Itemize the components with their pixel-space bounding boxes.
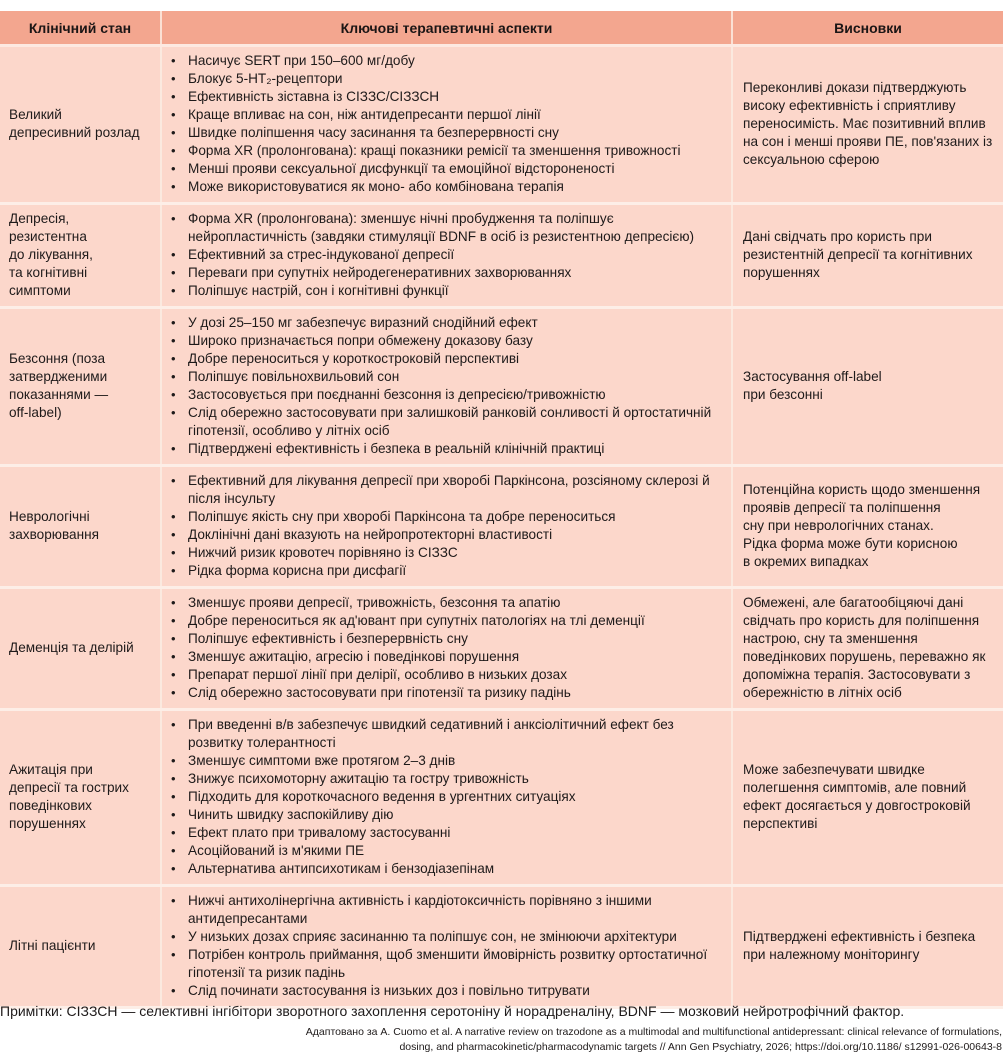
aspects-list (168, 210, 725, 300)
table-row (0, 46, 1003, 204)
aspect-item: • Поліпшує повільнохвильовий сон (188, 368, 725, 386)
condition-cell: Депресія, резистентна до лікування, та когнітивні симптоми (0, 204, 161, 308)
conclusion-cell: Переконливі докази підтверджують високу ефективність і сприятливу переносимість. Має позитивний вплив на сон і менші прояви ПЕ, пов'язаних із сексуальною сферою (732, 46, 1003, 204)
table-row (0, 710, 1003, 886)
conclusion-cell: Дані свідчать про користь при резистентній депресії та когнітивних порушеннях (732, 204, 1003, 308)
header-row (0, 11, 1003, 46)
aspect-item: • Ефективний для лікування депресії при хворобі Паркінсона, розсіяному склерозі й після інсульту (188, 472, 725, 508)
aspects-list (168, 314, 725, 458)
aspects-cell (161, 588, 732, 710)
header-aspects: Ключові терапевтичні аспекти (161, 11, 732, 46)
table-body (0, 46, 1003, 1008)
aspects-list (168, 716, 725, 878)
aspect-item: • Добре переноситься у короткостроковій перспективі (188, 350, 725, 368)
table-notes: Примітки: СІЗЗСН — селективні інгібітори зворотного захоплення серотоніну й норадреналіну, BDNF — мозковий нейротрофічний фактор. (0, 1003, 905, 1019)
table-row (0, 308, 1003, 466)
conclusion-cell: Підтверджені ефективність і безпека при належному моніторингу (732, 886, 1003, 1008)
condition-cell: Безсоння (поза затвердженими показаннями — off-label) (0, 308, 161, 466)
aspect-item: • Переваги при супутніх нейродегенеративних захворюваннях (188, 264, 725, 282)
table-row (0, 204, 1003, 308)
aspect-item: • Поліпшує якість сну при хворобі Паркінсона та добре переноситься (188, 508, 725, 526)
aspects-cell (161, 710, 732, 886)
condition-cell: Деменція та делірій (0, 588, 161, 710)
aspect-item: • Ефективність зіставна із СІЗЗС/СІЗЗСН (188, 88, 725, 106)
aspects-cell (161, 46, 732, 204)
table-row (0, 886, 1003, 1008)
aspect-item: • Слід обережно застосовувати при залишковій ранковій сонливості й ортостатичній гіпотензії, особливо у літніх осіб (188, 404, 725, 440)
aspect-item: • Поліпшує ефективність і безперервність сну (188, 630, 725, 648)
aspect-item: • Зменшує прояви депресії, тривожність, безсоння та апатію (188, 594, 725, 612)
conclusion-cell: Обмежені, але багатообіцяючі дані свідчать про користь для поліпшення настрою, сну та зменшення поведінкових порушень, переважно як допоміжна терапія. Застосовувати з обережністю в літніх осіб (732, 588, 1003, 710)
conclusion-cell: Потенційна користь щодо зменшення проявів депресії та поліпшення сну при неврологічних станах. Рідка форма може бути корисною в окремих випадках (732, 466, 1003, 588)
aspect-item: • У дозі 25–150 мг забезпечує виразний снодійний ефект (188, 314, 725, 332)
conclusion-cell: Застосування off-label при безсонні (732, 308, 1003, 466)
aspect-item: • Швидке поліпшення часу засинання та безперервності сну (188, 124, 725, 142)
condition-cell: Неврологічні захворювання (0, 466, 161, 588)
aspect-item: • Препарат першої лінії при делірії, особливо в низьких дозах (188, 666, 725, 684)
aspect-item: • Знижує психомоторну ажитацію та гостру тривожність (188, 770, 725, 788)
condition-cell: Великий депресивний розлад (0, 46, 161, 204)
aspect-item: • Нижчий ризик кровотеч порівняно із СІЗЗС (188, 544, 725, 562)
aspect-item: • При введенні в/в забезпечує швидкий седативний і анксіолітичний ефект без розвитку толерантності (188, 716, 725, 752)
aspect-item: • Слід починати застосування із низьких доз і повільно титрувати (188, 982, 725, 1000)
trazodone-clinical-table (0, 11, 1003, 1009)
aspects-cell (161, 308, 732, 466)
aspect-item: • Чинить швидку заспокійливу дію (188, 806, 725, 824)
aspect-item: • Ефективний за стрес-індукованої депресії (188, 246, 725, 264)
aspect-item: • Слід обережно застосовувати при гіпотензії та ризику падінь (188, 684, 725, 702)
aspect-item: • Підтверджені ефективність і безпека в реальній клінічній практиці (188, 440, 725, 458)
aspect-item: • Асоційований із м'якими ПЕ (188, 842, 725, 860)
aspect-item: • Блокує 5-HT₂-рецептори (188, 70, 725, 88)
source-citation: Адаптовано за A. Cuomo et al. A narrative review on trazodone as a multimodal and multifunctional antidepressant: clinical relevance of formulations, dosing, and pharmacokinetic/pharmacodynamic targets // Ann Gen Psychiatry, 2026; https://doi.org/10.1186/ s12991-026-00643-8 (305, 1026, 1002, 1053)
aspect-item: • Насичує SERT при 150–600 мг/добу (188, 52, 725, 70)
aspect-item: • У низьких дозах сприяє засинанню та поліпшує сон, не змінюючи архітектури (188, 928, 725, 946)
aspects-cell (161, 466, 732, 588)
aspect-item: • Доклінічні дані вказують на нейропротекторні властивості (188, 526, 725, 544)
aspects-cell (161, 886, 732, 1008)
aspect-item: • Потрібен контроль приймання, щоб зменшити ймовірність розвитку ортостатичної гіпотензії та ризик падінь (188, 946, 725, 982)
aspect-item: • Підходить для короткочасного ведення в ургентних ситуаціях (188, 788, 725, 806)
aspect-item: • Поліпшує настрій, сон і когнітивні функції (188, 282, 725, 300)
aspect-item: • Може використовуватися як моно- або комбінована терапія (188, 178, 725, 196)
aspects-list (168, 892, 725, 1000)
aspect-item: • Форма XR (пролонгована): кращі показники ремісії та зменшення тривожності (188, 142, 725, 160)
table-row (0, 588, 1003, 710)
aspect-item: • Добре переноситься як ад'ювант при супутніх патологіях на тлі деменції (188, 612, 725, 630)
aspects-cell (161, 204, 732, 308)
aspect-item: • Краще впливає на сон, ніж антидепресанти першої лінії (188, 106, 725, 124)
aspects-list (168, 52, 725, 196)
header-condition: Клінічний стан (0, 11, 161, 46)
aspect-item: • Ефект плато при тривалому застосуванні (188, 824, 725, 842)
aspect-item: • Зменшує ажитацію, агресію і поведінкові порушення (188, 648, 725, 666)
header-conclusions: Висновки (732, 11, 1003, 46)
aspect-item: • Альтернатива антипсихотикам і бензодіазепінам (188, 860, 725, 878)
aspects-list (168, 472, 725, 580)
condition-cell: Ажитація при депресії та гострих поведінкових порушеннях (0, 710, 161, 886)
aspect-item: • Нижчі антихолінергічна активність і кардіотоксичність порівняно з іншими антидепресантами (188, 892, 725, 928)
condition-cell: Літні пацієнти (0, 886, 161, 1008)
aspect-item: • Форма XR (пролонгована): зменшує нічні пробудження та поліпшує нейропластичність (завдяки стимуляції BDNF в осіб із резистентною депресією) (188, 210, 725, 246)
aspects-list (168, 594, 725, 702)
aspect-item: • Зменшує симптоми вже протягом 2–3 днів (188, 752, 725, 770)
conclusion-cell: Може забезпечувати швидке полегшення симптомів, але повний ефект досягається у довгостроковій перспективі (732, 710, 1003, 886)
aspect-item: • Широко призначається попри обмежену доказову базу (188, 332, 725, 350)
aspect-item: • Застосовується при поєднанні безсоння із депресією/тривожністю (188, 386, 725, 404)
table-row (0, 466, 1003, 588)
aspect-item: • Рідка форма корисна при дисфагії (188, 562, 725, 580)
aspect-item: • Менші прояви сексуальної дисфункції та емоційної відстороненості (188, 160, 725, 178)
